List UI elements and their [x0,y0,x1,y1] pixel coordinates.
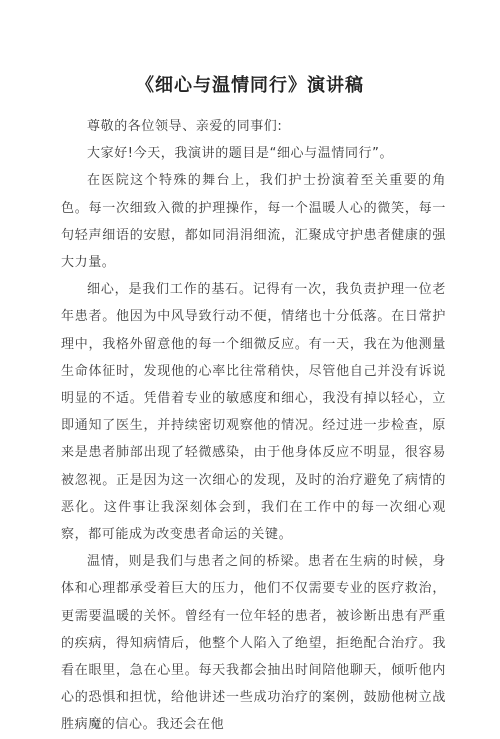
carefulness-paragraph: 细心，是我们工作的基石。记得有一次，我负责护理一位老年患者。他因为中风导致行动不便，情绪也十分低落。在日常护理中，我格外留意他的每一个细微反应。有一天，我在为他测量生命体征时，发现他的心率比往常稍快，尽管他自己并没有诉说明显的不适。凭借着专业的敏感度和细心，我没有掉以轻心，立即通知了医生，并持续密切观察他的情况。经过进一步检查，原来是患者肺部出现了轻微感染，由于他身体反应不明显，很容易被忽视。正是因为这一次细心的发现，及时的治疗避免了病情的恶化。这件事让我深刻体会到，我们在工作中的每一次细心观察，都可能成为改变患者命运的关键。 [61,282,446,543]
greeting-paragraph: 大家好!今天，我演讲的题目是“细心与温情同行”。 [87,146,394,162]
document-body [61,113,446,739]
warmth-paragraph: 温情，则是我们与患者之间的桥梁。患者在生病的时候，身体和心理都承受着巨大的压力，他们不仅需要专业的医疗救治，更需要温暖的关怀。曾经有一位年轻的患者，被诊断出患有严重的疾病，得知病情后，他整个人陷入了绝望，拒绝配合治疗。我看在眼里，急在心里。每天我都会抽出时间陪他聊天，倾听他内心的恐惧和担忧，给他讲述一些成功治疗的案例，鼓励他树立战胜病魔的信心。我还会在他 [61,554,446,733]
document-title: 《细心与温情同行》演讲稿 [136,75,364,97]
salutation-paragraph: 尊敬的各位领导、亲爱的同事们: [87,119,283,134]
intro-paragraph: 在医院这个特殊的舞台上，我们护士扮演着至关重要的角色。每一次细致入微的护理操作，每一个温暖人心的微笑，每一句轻声细语的安慰，都如同涓涓细流，汇聚成守护患者健康的强大力量。 [61,173,446,271]
